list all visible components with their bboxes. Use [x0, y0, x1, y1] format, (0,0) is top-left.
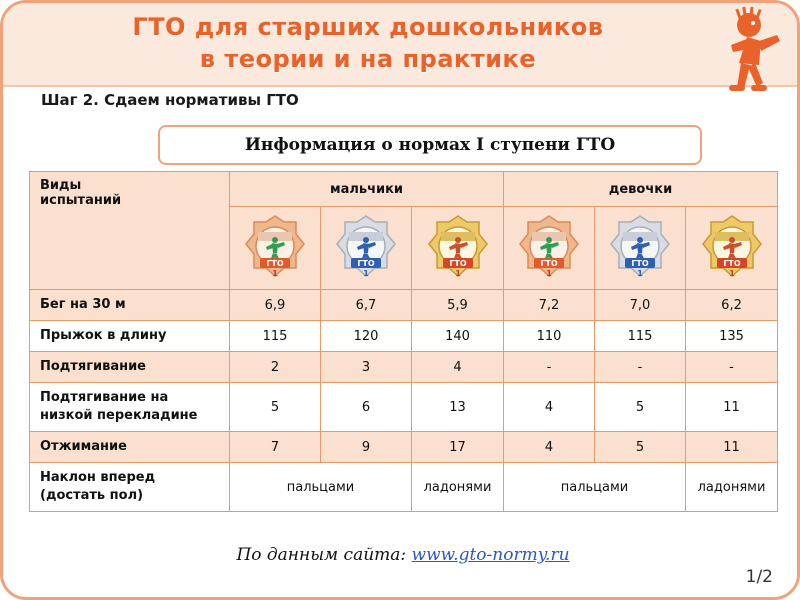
slide-title-line1: ГТО для старших дошкольников — [132, 13, 604, 41]
row-label-forward-bend — [30, 463, 230, 512]
norms-table — [29, 171, 778, 512]
medal-gold-girls-icon — [686, 207, 778, 290]
cell-bend-girls-gold: ладонями — [686, 463, 778, 512]
cell-longjump-boys-silver: 120 — [321, 321, 412, 352]
cell-pullup-boys-bronze: 2 — [230, 352, 321, 383]
header-types-line2: испытаний — [40, 193, 122, 208]
cell-longjump-girls-silver: 115 — [595, 321, 686, 352]
title-banner — [3, 3, 800, 87]
cell-bend-girls-bronze-silver: пальцами — [504, 463, 686, 512]
table-row — [30, 290, 778, 321]
row-label-forward-bend-line2: (достать пол) — [40, 488, 144, 503]
cell-pushup-girls-bronze: 4 — [504, 432, 595, 463]
cell-longjump-boys-gold: 140 — [412, 321, 504, 352]
step-label: Шаг 2. Сдаем нормативы ГТО — [41, 91, 299, 109]
footer-link[interactable]: www.gto-normy.ru — [411, 545, 570, 565]
row-label-longjump: Прыжок в длину — [30, 321, 230, 352]
table-row — [30, 432, 778, 463]
header-types-of-tests — [30, 172, 230, 290]
cell-longjump-girls-bronze: 110 — [504, 321, 595, 352]
slide-title — [63, 11, 673, 75]
svg-text:ГТО: ГТО — [448, 259, 467, 268]
svg-text:ГТО: ГТО — [266, 259, 284, 268]
svg-text:ГТО: ГТО — [540, 259, 558, 268]
table-header-row-groups — [30, 172, 778, 207]
cell-pullup-girls-silver: - — [595, 352, 686, 383]
cell-pushup-girls-gold: 11 — [686, 432, 778, 463]
cell-lowbar-girls-bronze: 4 — [504, 383, 595, 432]
svg-text:ГТО: ГТО — [357, 259, 375, 268]
cell-pullup-boys-silver: 3 — [321, 352, 412, 383]
svg-text:1: 1 — [272, 269, 278, 278]
footer-source — [3, 545, 800, 565]
cell-run30-boys-gold: 5,9 — [412, 290, 504, 321]
cell-pullup-girls-bronze: - — [504, 352, 595, 383]
table-row — [30, 321, 778, 352]
row-label-lowbar-pullup-line2: низкой перекладине — [40, 408, 198, 423]
cell-bend-boys-bronze-silver: пальцами — [230, 463, 412, 512]
cell-lowbar-girls-silver: 5 — [595, 383, 686, 432]
svg-text:1: 1 — [728, 269, 735, 278]
cell-lowbar-boys-bronze: 5 — [230, 383, 321, 432]
cell-bend-boys-gold: ладонями — [412, 463, 504, 512]
gto-mascot-runner-icon — [703, 5, 789, 99]
cell-longjump-boys-bronze: 115 — [230, 321, 321, 352]
table-row — [30, 352, 778, 383]
table-row — [30, 383, 778, 432]
footer-prefix: По данным сайта: — [236, 545, 412, 565]
cell-lowbar-girls-gold: 11 — [686, 383, 778, 432]
medal-bronze-boys-icon — [230, 207, 321, 290]
cell-pullup-girls-gold: - — [686, 352, 778, 383]
row-label-pullup: Подтягивание — [30, 352, 230, 383]
row-label-lowbar-pullup — [30, 383, 230, 432]
svg-text:ГТО: ГТО — [631, 259, 649, 268]
medal-silver-boys-icon — [321, 207, 412, 290]
cell-pushup-boys-silver: 9 — [321, 432, 412, 463]
medal-silver-girls-icon — [595, 207, 686, 290]
svg-text:1: 1 — [454, 269, 461, 278]
cell-lowbar-boys-gold: 13 — [412, 383, 504, 432]
medal-gold-boys-icon — [412, 207, 504, 290]
svg-text:1: 1 — [363, 269, 369, 278]
cell-pushup-girls-silver: 5 — [595, 432, 686, 463]
row-label-pushup: Отжимание — [30, 432, 230, 463]
cell-longjump-girls-gold: 135 — [686, 321, 778, 352]
info-box — [158, 125, 702, 165]
svg-text:1: 1 — [637, 269, 643, 278]
info-box-text: Информация о нормах I ступени ГТО — [244, 135, 616, 155]
cell-run30-girls-silver: 7,0 — [595, 290, 686, 321]
cell-pullup-boys-gold: 4 — [412, 352, 504, 383]
medal-bronze-girls-icon — [504, 207, 595, 290]
cell-lowbar-boys-silver: 6 — [321, 383, 412, 432]
header-types-line1: Виды — [40, 178, 82, 193]
cell-run30-boys-silver: 6,7 — [321, 290, 412, 321]
cell-pushup-boys-bronze: 7 — [230, 432, 321, 463]
table-row — [30, 463, 778, 512]
row-label-run30: Бег на 30 м — [30, 290, 230, 321]
cell-run30-girls-gold: 6,2 — [686, 290, 778, 321]
header-group-girls: девочки — [504, 172, 778, 207]
page-number: 1/2 — [745, 567, 773, 587]
cell-run30-boys-bronze: 6,9 — [230, 290, 321, 321]
row-label-forward-bend-line1: Наклон вперед — [40, 470, 156, 485]
svg-text:ГТО: ГТО — [722, 259, 741, 268]
slide-title-line2: в теории и на практике — [199, 45, 537, 73]
cell-run30-girls-bronze: 7,2 — [504, 290, 595, 321]
header-group-boys: мальчики — [230, 172, 504, 207]
cell-pushup-boys-gold: 17 — [412, 432, 504, 463]
row-label-lowbar-pullup-line1: Подтягивание на — [40, 390, 169, 405]
svg-text:1: 1 — [546, 269, 552, 278]
